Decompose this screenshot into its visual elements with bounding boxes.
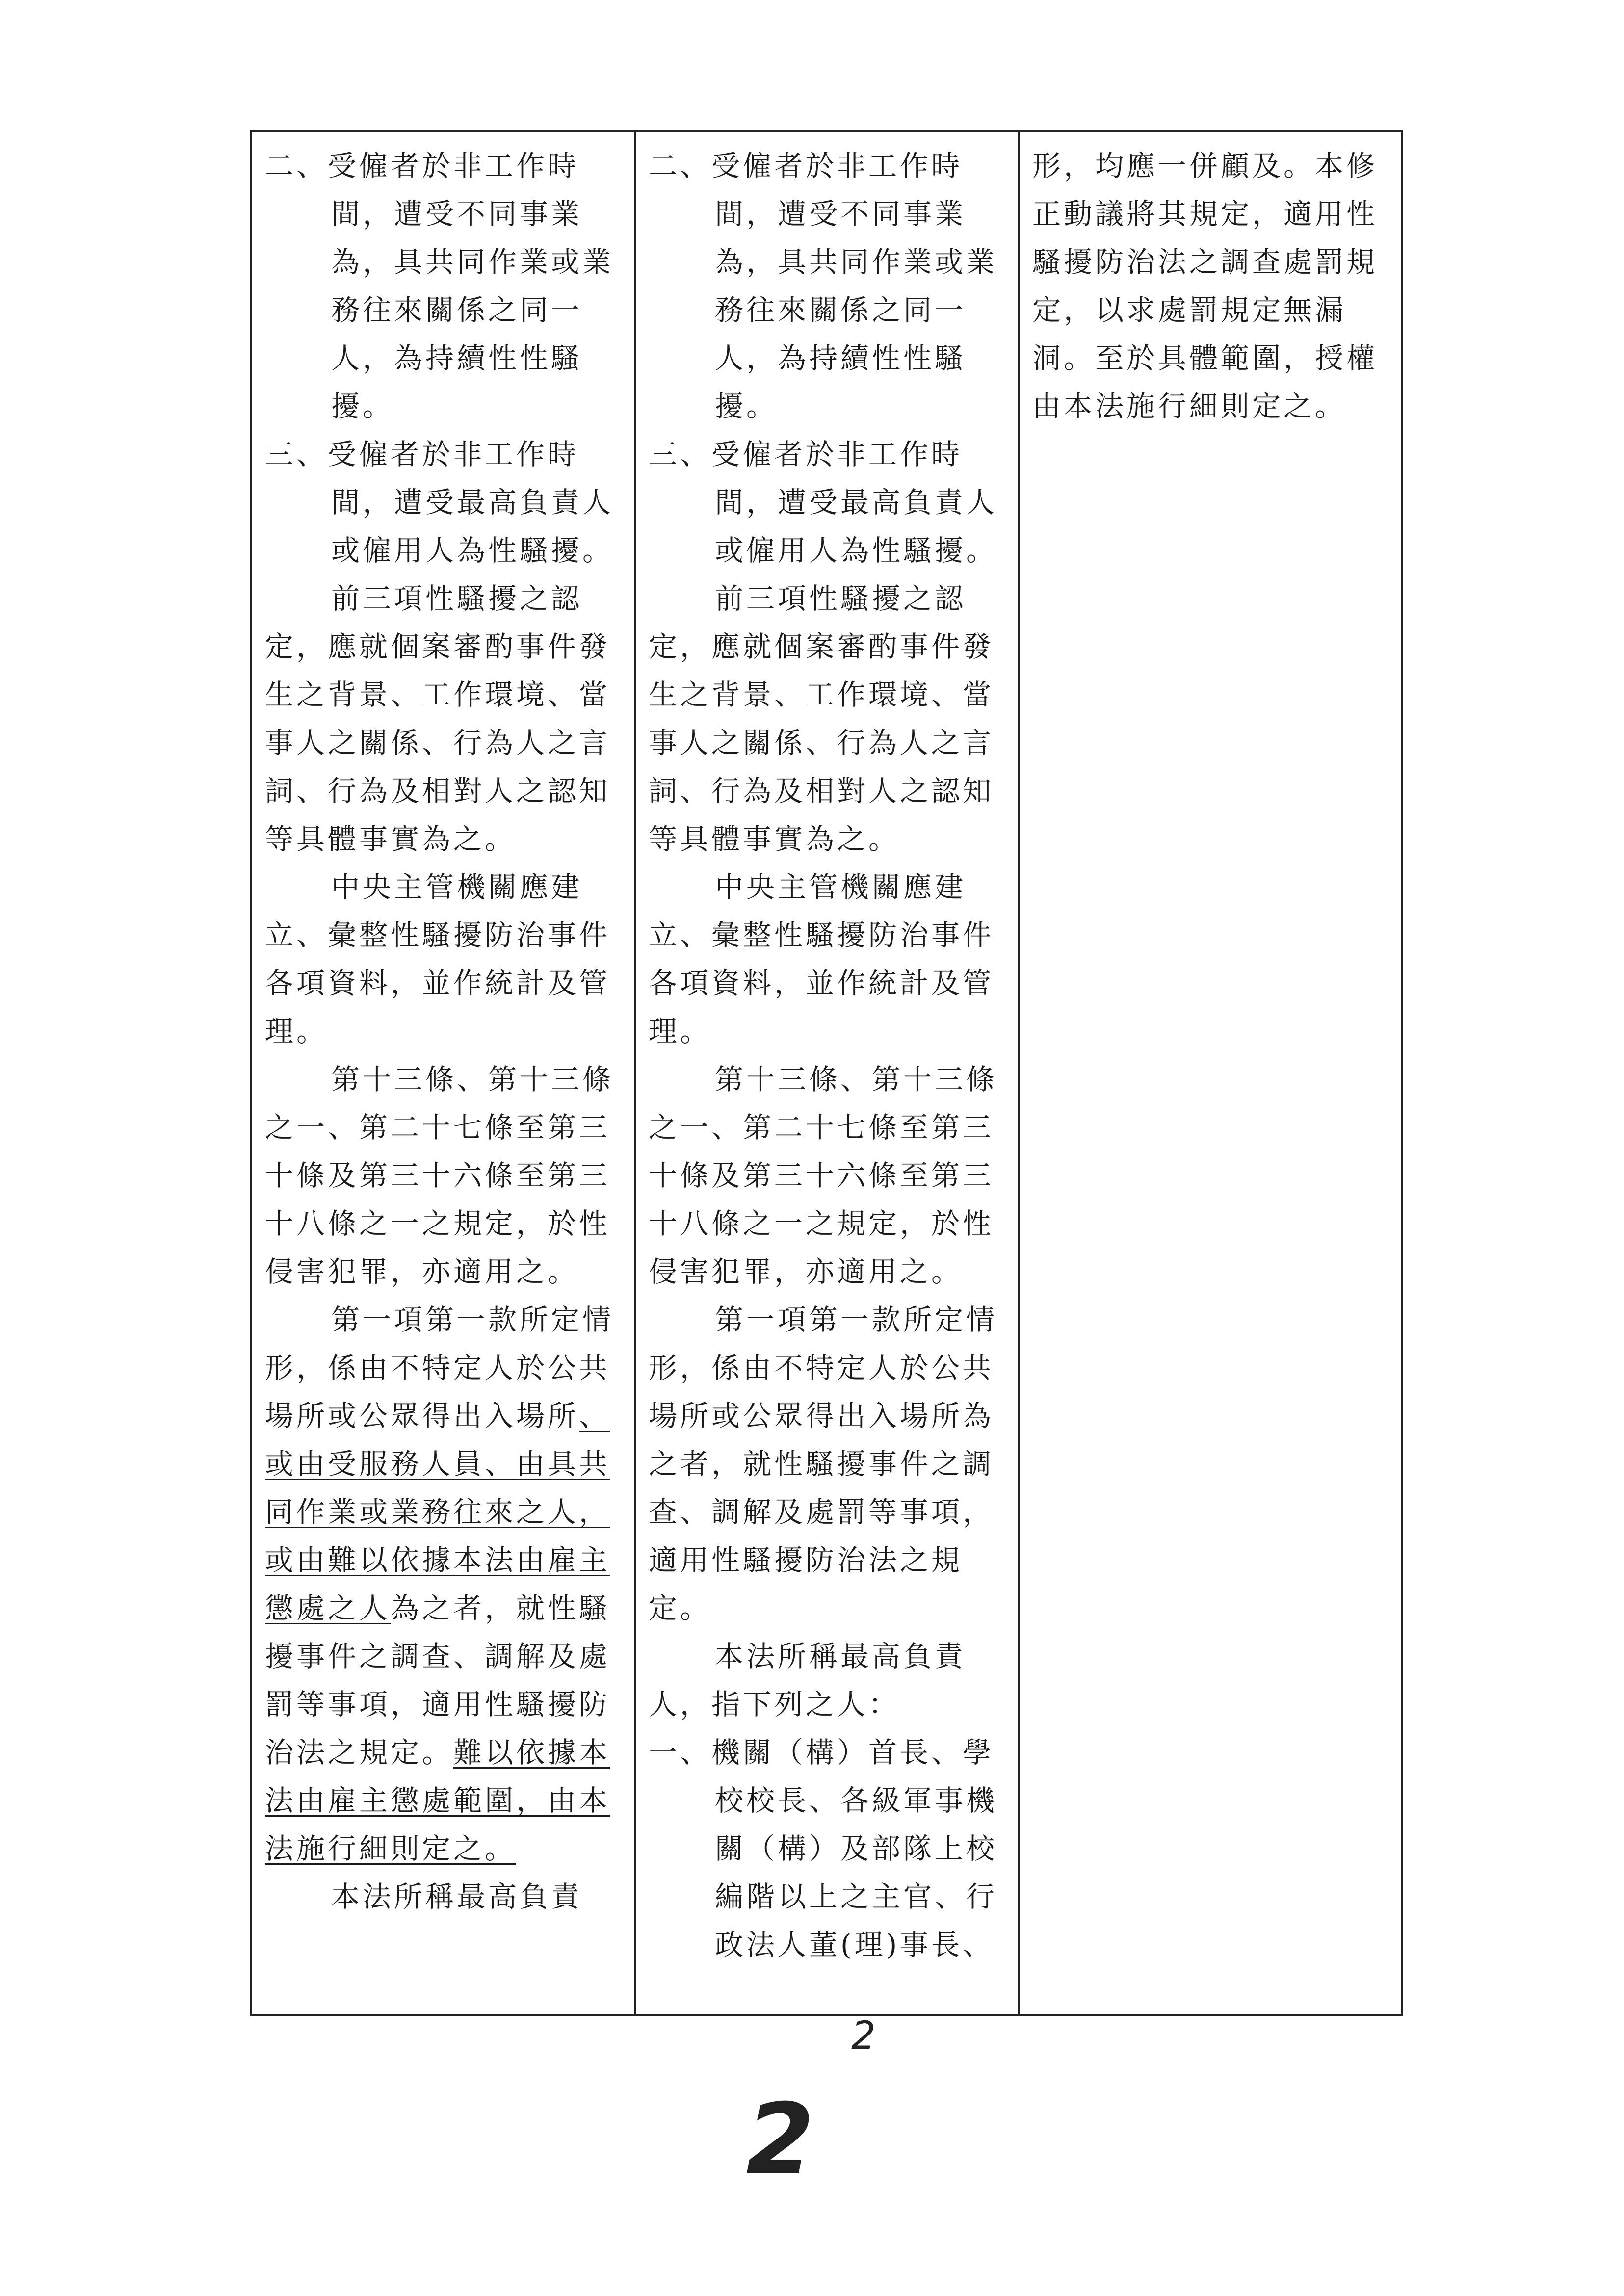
paragraph-highest-responsible: 本法所稱最高負責 [331,1880,583,1913]
column-explanation [1020,132,1401,2014]
paragraph-first-item: 第一項第一款所定情形，係由不特定人於公共場所或公眾得出入場所為之者，就性騷擾事件之調查、調解及處罰等事項，適用性騷擾防治法之規定。 [649,1303,998,1625]
paragraph-authority: 中央主管機關應建立、彙整性騷擾防治事件各項資料，並作統計及管理。 [649,870,995,1048]
column-amended-text [252,132,636,2014]
item-2: 二、受僱者於非工作時間，遭受不同事業為，具共同作業或業務往來關係之同一人，為持續性性騷擾。 [265,149,614,423]
paragraph-determination: 前三項性騷擾之認定，應就個案審酌事件發生之背景、工作環境、當事人之關係、行為人之言詞、行為及相對人之認知等具體事實為之。 [649,582,995,856]
paragraph-first-text-a: 第一項第一款所定情形，係由不特定人於公共場所或公眾得出入場所 [265,1303,614,1433]
paragraph-articles: 第十三條、第十三條之一、第二十七條至第三十條及第三十六條至第三十八條之一之規定，於性侵害犯罪，亦適用之。 [265,1063,614,1288]
paragraph-first-item [265,1296,621,1873]
page-number-small: 2 [851,2014,876,2058]
column-current-text [636,132,1020,2014]
paragraph-highest-responsible: 本法所稱最高負責人，指下列之人： [649,1640,967,1721]
item-3: 三、受僱者於非工作時間，遭受最高負責人或僱用人為性騷擾。 [649,438,998,567]
paragraph-explanation: 形，均應一併顧及。本修正動議將其規定，適用性騷擾防治法之調查處罰規定，以求處罰規定無漏洞。至於具體範圍，授權由本法施行細則定之。 [1032,149,1378,423]
item-1: 一、機關（構）首長、學校校長、各級軍事機關（構）及部隊上校編階以上之主官、行政法人董(理)事長、 [649,1736,998,1961]
paragraph-articles: 第十三條、第十三條之一、第二十七條至第三十條及第三十六條至第三十八條之一之規定，於性侵害犯罪，亦適用之。 [649,1063,998,1288]
page-number-handwritten: 2 [746,2083,814,2197]
paragraph-first-text-b: 為之者，就性騷擾事件之調查、調解及處罰等事項，適用性騷擾防治法之規定。 [265,1592,611,1769]
item-2: 二、受僱者於非工作時間，遭受不同事業為，具共同作業或業務往來關係之同一人，為持續性性騷擾。 [649,149,998,423]
paragraph-determination: 前三項性騷擾之認定，應就個案審酌事件發生之背景、工作環境、當事人之關係、行為人之言詞、行為及相對人之認知等具體事實為之。 [265,582,611,856]
paragraph-authority: 中央主管機關應建立、彙整性騷擾防治事件各項資料，並作統計及管理。 [265,870,611,1048]
underlined-insertion-1: 、或由受服務人員、由具共同作業或業務往來之人，或由難以依據本法由雇主懲處之人 [265,1399,611,1625]
underlined-insertion-2: 難以依據本法由雇主懲處範圍，由本法施行細則定之。 [265,1736,611,1865]
item-3: 三、受僱者於非工作時間，遭受最高負責人或僱用人為性騷擾。 [265,438,614,567]
comparison-table [250,130,1403,2016]
